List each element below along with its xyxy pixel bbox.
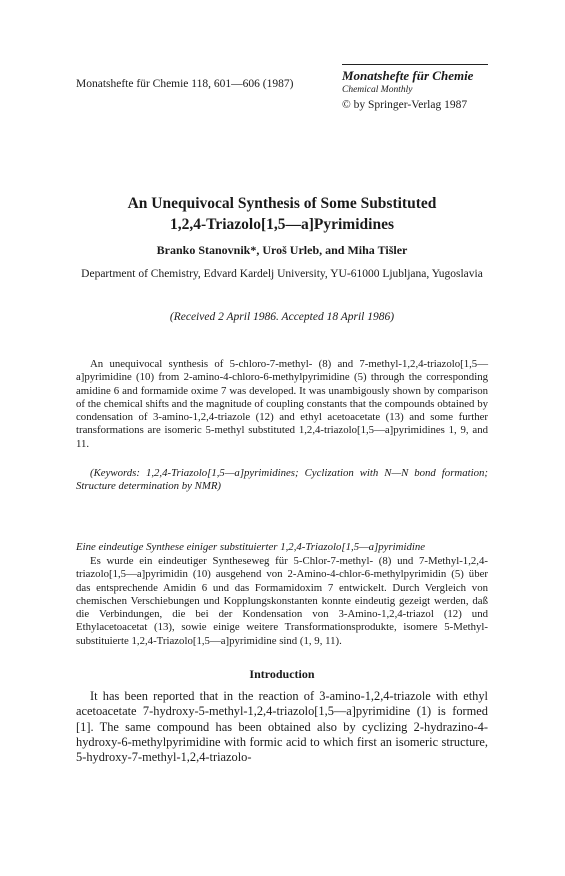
journal-title: Monatshefte für Chemie — [342, 68, 474, 83]
paper-title-line-2: 1,2,4-Triazolo[1,5—a]Pyrimidines — [169, 216, 394, 233]
copyright-notice: © by Springer-Verlag 1987 — [342, 99, 468, 111]
author-list: Branko Stanovnik*, Uroš Urleb, and Miha Tišler — [156, 243, 408, 257]
german-abstract — [76, 555, 488, 648]
masthead-rule — [342, 64, 488, 65]
section-heading-introduction: Introduction — [249, 667, 315, 681]
received-dates: (Received 2 April 1986. Accepted 18 April 1986) — [169, 311, 395, 323]
keywords: (Keywords: 1,2,4-Triazolo[1,5—a]pyrimidines; Cyclization with N—N bond formation; Structure determination by NMR) — [76, 467, 488, 493]
paper-title-line-1: An Unequivocal Synthesis of Some Substituted — [127, 195, 437, 212]
journal-masthead — [342, 64, 488, 113]
introduction-body — [76, 689, 488, 765]
journal-citation: Monatshefte für Chemie 118, 601—606 (1987) — [76, 78, 294, 90]
page-header — [76, 64, 488, 144]
introduction-paragraph: It has been reported that in the reaction of 3-amino-1,2,4-triazole with ethyl acetoacetate 7-hydroxy-5-methyl-1,2,4-triazolo[1,5—a]pyrimidine (1) is formed [1]. The same compound has been obtained also by cyclizing 2-hydrazino-4-hydroxy-6-methylpyrimidine with formic acid to which first an isomeric structure, 5-hydroxy-7-methyl-1,2,4-triazolo- — [76, 689, 488, 765]
abstract-text: An unequivocal synthesis of 5-chloro-7-methyl- (8) and 7-methyl-1,2,4-triazolo[1,5—a]pyrimidine (10) from 2-amino-4-chloro-6-methylpyrimidine (5) through the corresponding amidine 6 and formamide oxime 7 was developed. It was unambigously shown by comparison of the chemical shifts and the magnitude of coupling constants that the compounds obtained by condensation of 3-amino-1,2,4-triazole (12) and ethyl acetoacetate (13) and some further transformations are isomeric 5-methyl substituted 1,2,4-triazolo[1,5—a]pyrimidines 1, 9, and 11. — [76, 358, 488, 450]
german-abstract-text: Es wurde ein eindeutiger Syntheseweg für 5-Chlor-7-methyl- (8) und 7-Methyl-1,2,4-triazolo[1,5—a]pyrimidin (10) ausgehend von 2-Amino-4-chlor-6-methylpyrimidin (5) über das entsprechende Amidin 6 und das Formamidoxim 7 entwickelt. Durch Vergleich von chemischen Verschiebungen und Kopplungskonstanten konnte eindeutig gezeigt werden, daß die Verbindungen, die bei der Kondensation von 3-Amino-1,2,4-triazol (12) und Ethylacetoacetat (13), sowie einige weitere Transformationsprodukte, isomere 5-Methyl-substituierte 1,2,4-Triazolo[1,5—a]pyrimidine sind (1, 9, 11). — [76, 555, 488, 647]
abstract — [76, 358, 488, 451]
author-affiliation: Department of Chemistry, Edvard Kardelj University, YU-61000 Ljubljana, Yugoslavia — [81, 268, 483, 280]
paper-title — [76, 193, 488, 235]
journal-subtitle: Chemical Monthly — [342, 85, 413, 95]
german-title: Eine eindeutige Synthese einiger substituierter 1,2,4-Triazolo[1,5—a]pyrimidine — [76, 541, 426, 553]
